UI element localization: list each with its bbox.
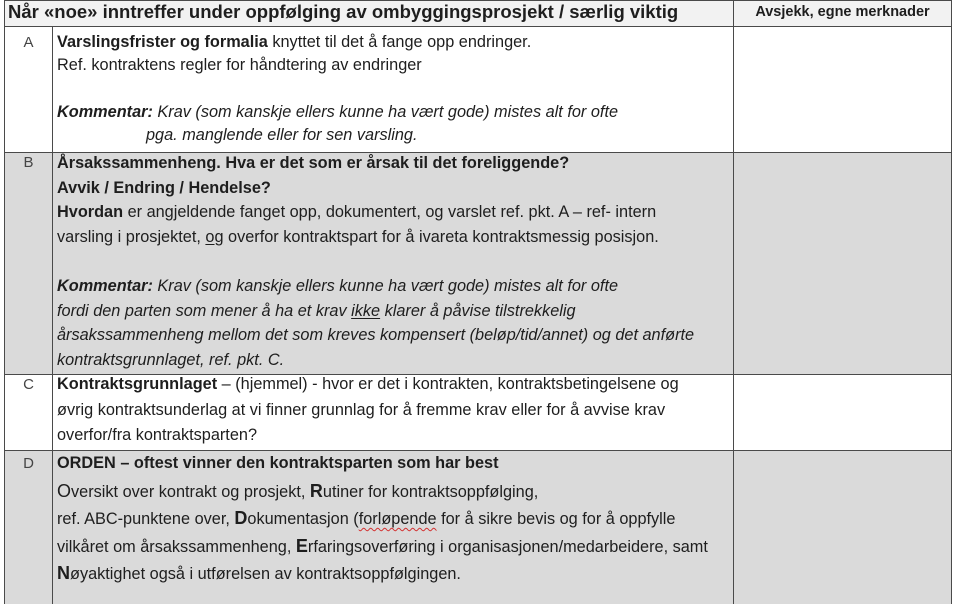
checklist-table (4, 0, 952, 604)
row-d-initial-o: O (57, 480, 72, 501)
row-a-notes-cell (734, 27, 951, 152)
row-c-topic-heading: Kontraktsgrunnlaget (57, 375, 218, 393)
row-a-comment-text: Krav (som kanskje ellers kunne ha vært gode) mistes alt for ofte (152, 102, 619, 121)
row-d-initial-r: R (309, 480, 323, 501)
row-b-comment-line-3 (57, 323, 733, 348)
row-a-comment-label: Kommentar: (57, 102, 153, 121)
row-b-line-4 (57, 225, 733, 250)
row-d-line-1 (57, 451, 733, 478)
row-d-letter-wrap (5, 451, 52, 478)
row-d-content-cell (53, 451, 734, 604)
row-c-line-1 (57, 375, 733, 398)
row-d-notes-cell (734, 451, 951, 604)
title-cell-content (8, 1, 733, 24)
row-a-line-1 (57, 31, 733, 54)
row-c-notes-cell (734, 375, 951, 450)
row-d-initial-n: N (57, 563, 70, 583)
row-d-text-segment: øyaktighet også i utførelsen av kontraktsoppfølgingen. (70, 565, 461, 583)
row-a-comment-line (57, 101, 733, 124)
row-b-comment-segment: årsakssammenheng mellom det som kreves kompensert (beløp/tid/annet) og det anførte (57, 326, 695, 345)
row-b-letter-wrap (5, 153, 52, 176)
row-c (5, 374, 951, 450)
header-row (5, 0, 951, 26)
row-d-text-segment: utiner for kontraktsoppfølging, (322, 482, 539, 501)
row-c-content (57, 375, 733, 449)
row-d-letter-cell (5, 451, 53, 604)
row-b-comment-underlined-word: ikke (351, 301, 381, 320)
row-b-comment-line-2 (57, 299, 733, 324)
title-cell (5, 1, 734, 26)
row-b-comment-segment: klarer å påvise tilstrekkelig (380, 301, 576, 320)
row-c-letter: C (23, 376, 34, 393)
row-a-topic-text: knyttet til det å fange opp endringer. (267, 33, 532, 51)
row-a-reference-text: Ref. kontraktens regler for håndtering av endringer (57, 56, 422, 75)
row-d-letter: D (23, 455, 34, 472)
notes-column-header: Avsjekk, egne merknader (755, 4, 930, 20)
row-b-content-cell (53, 153, 734, 374)
row-a-comment-continuation (57, 124, 733, 147)
row-b-topic-subheading: Avvik / Endring / Hendelse? (57, 178, 271, 197)
row-a-letter-wrap (5, 31, 52, 54)
row-b-text-segment: overfor kontraktspart for å ivareta kontraktsmessig posisjon. (223, 227, 659, 246)
row-d-line-2 (57, 478, 733, 506)
row-b-comment-line-4 (57, 348, 733, 373)
row-b-comment-segment: fordi den parten som mener å ha et krav (57, 301, 352, 320)
row-c-text-segment: øvrig kontraktsunderlag at vi finner grunnlag for å fremme krav eller for å avvise krav (57, 400, 666, 419)
row-b-line-1 (57, 153, 733, 176)
row-d-text-segment: vilkåret om årsakssammenheng, (57, 537, 296, 556)
row-c-topic-text: – (hjemmel) - hvor er det i kontrakten, kontraktsbetingelsene og (217, 375, 679, 393)
row-b (5, 152, 951, 374)
row-d-initial-e: E (295, 535, 308, 556)
row-a (5, 26, 951, 152)
row-b-notes-cell (734, 153, 951, 374)
row-d-initial-d: D (234, 508, 248, 528)
notes-header-content (734, 1, 951, 24)
row-d (5, 450, 951, 604)
row-c-text-segment: overfor/fra kontraktsparten? (57, 426, 257, 444)
row-a-blank-line (57, 78, 733, 101)
row-c-letter-cell (5, 375, 53, 450)
row-b-topic-heading: Årsakssammenheng. Hva er det som er årsak til det foreliggende? (57, 154, 570, 172)
row-b-letter: B (23, 154, 34, 171)
row-a-topic-heading: Varslingsfrister og formalia (57, 33, 268, 51)
row-d-line-3 (57, 505, 733, 533)
row-d-spellcheck-flagged-word: forløpende (358, 510, 437, 528)
row-d-text-segment: for å sikre bevis og for å oppfylle (436, 510, 676, 528)
row-a-letter: A (23, 34, 34, 51)
row-d-text-segment: okumentasjon ( (247, 510, 359, 528)
row-b-how-label: Hvordan (57, 203, 124, 222)
row-d-line-5 (57, 560, 733, 588)
row-b-comment-label: Kommentar: (57, 276, 153, 295)
row-b-how-text: er angjeldende fanget opp, dokumentert, og varslet ref. pkt. A – ref- intern (123, 203, 657, 222)
row-a-content (57, 31, 733, 147)
row-d-text-segment: ref. ABC-punktene over, (57, 510, 235, 528)
notes-header-cell (734, 1, 951, 26)
row-d-content (57, 451, 733, 588)
row-d-text-segment: versikt over kontrakt og prosjekt, (71, 482, 310, 501)
row-b-comment-text: Krav (som kanskje ellers kunne ha vært gode) mistes alt for ofte (152, 276, 619, 295)
row-d-line-4 (57, 533, 733, 561)
row-b-line-2 (57, 176, 733, 201)
row-c-letter-wrap (5, 375, 52, 398)
row-b-comment-segment: kontraktsgrunnlaget, ref. pkt. C. (57, 350, 285, 369)
row-c-content-cell (53, 375, 734, 450)
row-b-letter-cell (5, 153, 53, 374)
row-c-line-3 (57, 423, 733, 449)
row-b-blank-line (57, 249, 733, 274)
row-a-content-cell (53, 27, 734, 152)
row-b-underlined-word: og (205, 227, 224, 246)
row-d-text-segment: rfaringsoverføring i organisasjonen/medarbeidere, samt (307, 537, 708, 556)
row-a-comment-continuation-text: pga. manglende eller for sen varsling. (146, 126, 418, 144)
row-c-line-2 (57, 398, 733, 424)
row-b-content (57, 153, 733, 372)
row-a-letter-cell (5, 27, 53, 152)
table-title: Når «noe» inntreffer under oppfølging av ombyggingsprosjekt / særlig viktig (8, 1, 679, 22)
row-a-line-2 (57, 54, 733, 77)
row-b-comment-line (57, 274, 733, 299)
row-d-topic-heading: ORDEN – oftest vinner den kontraktsparten som har best (57, 454, 499, 472)
row-b-text-segment: varsling i prosjektet, (57, 227, 206, 246)
row-b-line-3 (57, 200, 733, 225)
